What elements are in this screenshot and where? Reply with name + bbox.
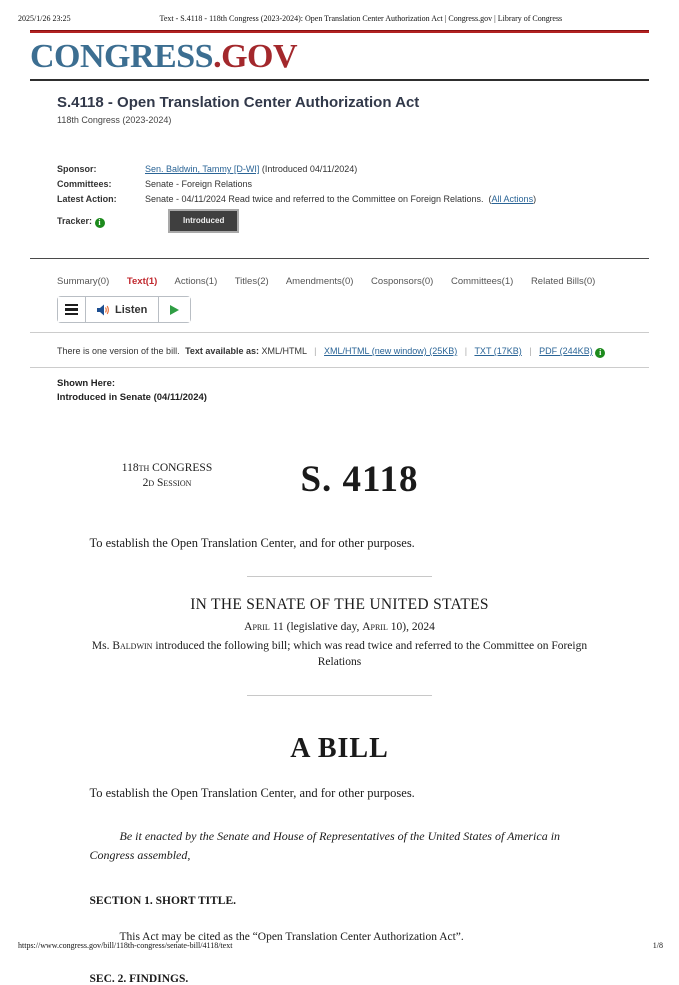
separator: | xyxy=(529,346,532,356)
bill-purpose-2: To establish the Open Translation Center, and for other purposes. xyxy=(89,786,415,800)
divider xyxy=(30,367,649,368)
footer-url: https://www.congress.gov/bill/118th-congress/senate-bill/4118/text xyxy=(18,941,233,950)
tracker-row xyxy=(57,209,649,233)
shown-here-value: Introduced in Senate (04/11/2024) xyxy=(57,392,207,403)
session-line: 2d Session xyxy=(142,477,192,489)
print-title: Text - S.4118 - 118th Congress (2023-2024): Open Translation Center Authorization Act | Congress.gov | Library of Congress xyxy=(159,14,563,23)
sponsor-link[interactable]: Sen. Baldwin, Tammy [D-WI] xyxy=(145,164,260,174)
tab-related-bills[interactable]: Related Bills(0) xyxy=(530,276,596,287)
section-1-heading: SECTION 1. SHORT TITLE. xyxy=(89,895,236,907)
bill-doc-header xyxy=(90,455,590,511)
congress-subtitle: 118th Congress (2023-2024) xyxy=(57,115,172,125)
tab-titles[interactable]: Titles(2) xyxy=(234,276,269,287)
menu-button[interactable] xyxy=(58,297,85,322)
paren: ( xyxy=(488,194,492,204)
tracker-status-badge: Introduced xyxy=(168,209,239,233)
info-icon[interactable]: i xyxy=(595,348,605,358)
version-text: There is one version of the bill. xyxy=(57,346,180,356)
latest-action-row xyxy=(57,192,649,207)
bill-intro-line: Ms. Baldwin introduced the following bill; which was read twice and referred to the Committee on Foreign Relations xyxy=(91,640,588,668)
latest-action-value: Senate - 04/11/2024 Read twice and referred to the Committee on Foreign Relations. xyxy=(145,194,484,204)
shown-here-label: Shown Here: xyxy=(57,378,116,389)
section-2-heading: SEC. 2. FINDINGS. xyxy=(89,973,189,985)
masthead xyxy=(30,39,649,75)
listen-toolbar xyxy=(57,296,191,323)
sponsor-introduced-date: (Introduced 04/11/2024) xyxy=(259,164,358,174)
print-footer xyxy=(18,941,663,950)
speaker-icon xyxy=(97,304,110,316)
congress-line: 118th CONGRESS xyxy=(121,462,213,474)
version-info xyxy=(57,335,639,367)
masthead-rule xyxy=(30,79,649,81)
bill-purpose: To establish the Open Translation Center, and for other purposes. xyxy=(89,536,415,550)
tab-cosponsors[interactable]: Cosponsors(0) xyxy=(371,276,434,287)
play-button[interactable] xyxy=(158,297,190,322)
bill-date-line: April 11 (legislative day, April 10), 2024 xyxy=(244,621,435,633)
congress-gov-logo[interactable] xyxy=(30,39,649,75)
committees-value: Senate - Foreign Relations xyxy=(145,179,253,189)
available-as-label: Text available as: xyxy=(185,346,259,356)
xml-html-new-window-link[interactable]: XML/HTML (new window) (25KB) xyxy=(324,346,458,356)
shown-here-block xyxy=(57,377,679,405)
print-datetime: 2025/1/26 23:25 xyxy=(18,14,71,23)
bill-document xyxy=(90,455,590,985)
latest-action-label: Latest Action: xyxy=(57,194,117,204)
print-header xyxy=(0,0,679,23)
section-1-text: This Act may be cited as the “Open Translation Center Authorization Act”. xyxy=(119,931,464,943)
format-xml-html: XML/HTML xyxy=(261,346,307,356)
logo-gov-text: GOV xyxy=(221,38,298,75)
separator: | xyxy=(464,346,468,356)
paren: ) xyxy=(533,194,537,204)
footer-page-number: 1/8 xyxy=(652,941,663,950)
header-rule xyxy=(30,30,649,33)
listen-label: Listen xyxy=(115,303,148,316)
section-divider xyxy=(30,258,649,259)
tab-committees[interactable]: Committees(1) xyxy=(451,276,514,287)
listen-button[interactable] xyxy=(85,297,158,322)
info-icon[interactable]: i xyxy=(95,218,105,228)
chamber-heading: IN THE SENATE OF THE UNITED STATES xyxy=(190,596,489,613)
pdf-link[interactable]: PDF (244KB) xyxy=(539,346,593,356)
tab-summary[interactable]: Summary(0) xyxy=(57,276,110,287)
bill-tabs xyxy=(57,276,679,287)
divider xyxy=(30,332,649,333)
all-actions-link[interactable]: All Actions xyxy=(491,194,534,204)
doc-divider xyxy=(247,695,432,696)
bill-header-section xyxy=(57,94,649,233)
hamburger-icon xyxy=(65,302,78,318)
doc-divider xyxy=(247,576,432,577)
a-bill-heading: A BILL xyxy=(290,733,389,764)
bill-number: S. 4118 xyxy=(300,459,419,500)
page-title: S.4118 - Open Translation Center Authorization Act xyxy=(57,94,420,111)
logo-congress-text: CONGRESS xyxy=(30,38,214,75)
sponsor-row xyxy=(57,162,649,177)
tab-actions[interactable]: Actions(1) xyxy=(174,276,218,287)
enacting-clause: Be it enacted by the Senate and House of Representatives of the United States of America in Congress assembled, xyxy=(89,829,561,862)
play-icon xyxy=(170,305,179,315)
logo-dot: . xyxy=(213,38,222,75)
tab-amendments[interactable]: Amendments(0) xyxy=(285,276,354,287)
txt-link[interactable]: TXT (17KB) xyxy=(474,346,522,356)
sponsor-label: Sponsor: xyxy=(57,164,97,174)
committees-label: Committees: xyxy=(57,179,112,189)
overview-table xyxy=(57,162,649,233)
tab-text[interactable]: Text(1) xyxy=(126,276,158,287)
separator: | xyxy=(314,346,317,356)
committees-row xyxy=(57,177,649,192)
tracker-label: Tracker: xyxy=(57,215,93,226)
